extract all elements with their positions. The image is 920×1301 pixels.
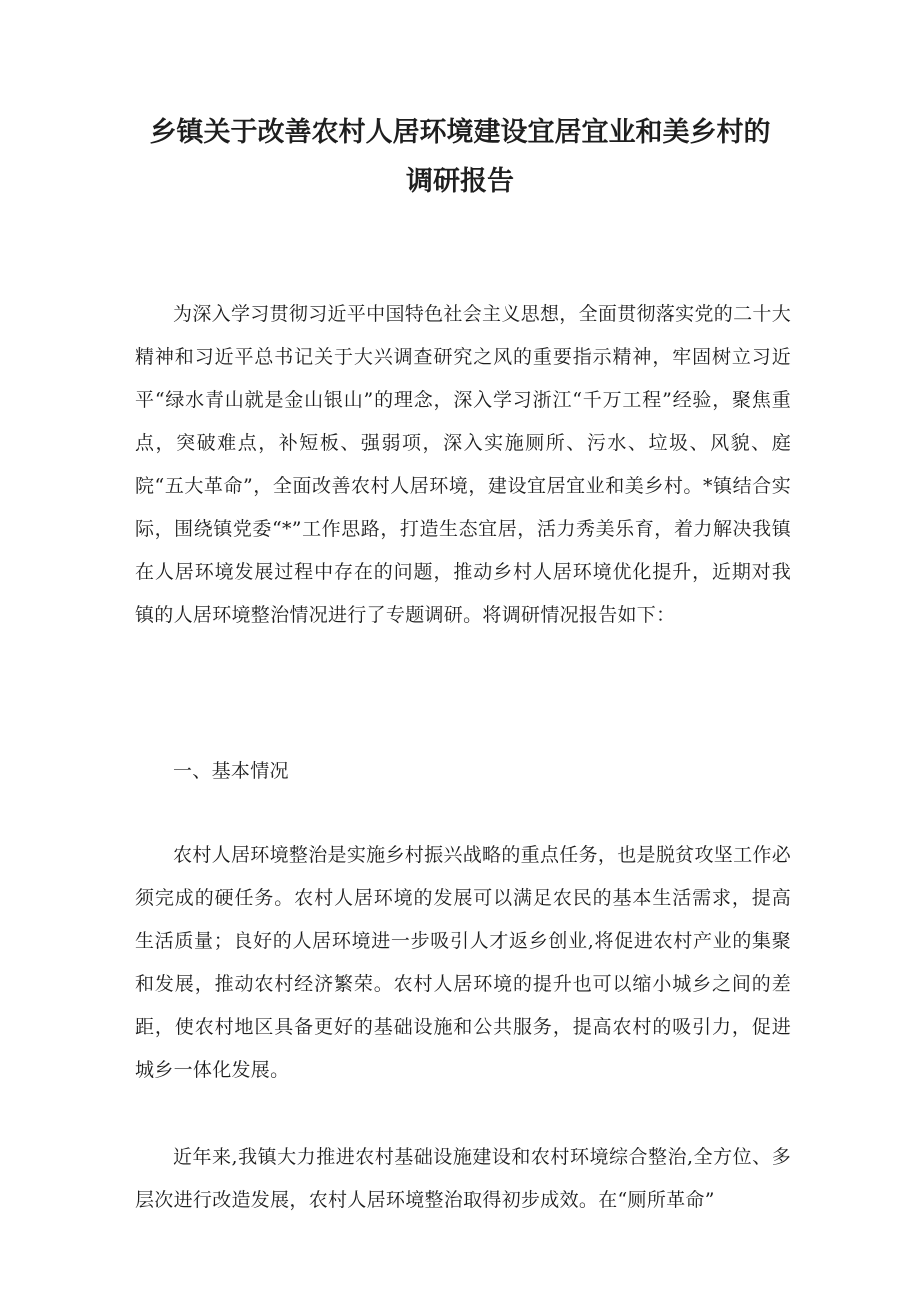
body-paragraph-2: 近年来,我镇大力推进农村基础设施建设和农村环境综合整治,全方位、多层次进行改造发展，农村人居环境整治取得初步成效。在“厕所革命” [135, 1146, 791, 1211]
document-title-line-1: 乡镇关于改善农村人居环境建设宜居宜业和美乡村的 [149, 117, 771, 148]
intro-paragraph: 为深入学习贯彻习近平中国特色社会主义思想，全面贯彻落实党的二十大精神和习近平总书记关于大兴调查研究之风的重要指示精神，牢固树立习近平“绿水青山就是金山银山”的理念，深入学习浙江“千万工程”经验，聚焦重点，突破难点，补短板、强弱项，深入实施厕所、污水、垃圾、风貌、庭院“五大革命”，全面改善农村人居环境，建设宜居宜业和美乡村。*镇结合实际，围绕镇党委“*”工作思路，打造生态宜居，活力秀美乐育，着力解决我镇在人居环境发展过程中存在的问题，推动乡村人居环境优化提升，近期对我镇的人居环境整治情况进行了专题调研。将调研情况报告如下： [135, 303, 791, 626]
section-heading: 一、基本情况 [173, 760, 289, 782]
body-paragraph-1: 农村人居环境整治是实施乡村振兴战略的重点任务，也是脱贫攻坚工作必须完成的硬任务。农村人居环境的发展可以满足农民的基本生活需求，提高生活质量；良好的人居环境进一步吸引人才返乡创业,将促进农村产业的集聚和发展，推动农村经济繁荣。农村人居环境的提升也可以缩小城乡之间的差距，使农村地区具备更好的基础设施和公共服务，提高农村的吸引力，促进城乡一体化发展。 [135, 844, 791, 1081]
document-title-line-2: 调研报告 [406, 166, 514, 197]
